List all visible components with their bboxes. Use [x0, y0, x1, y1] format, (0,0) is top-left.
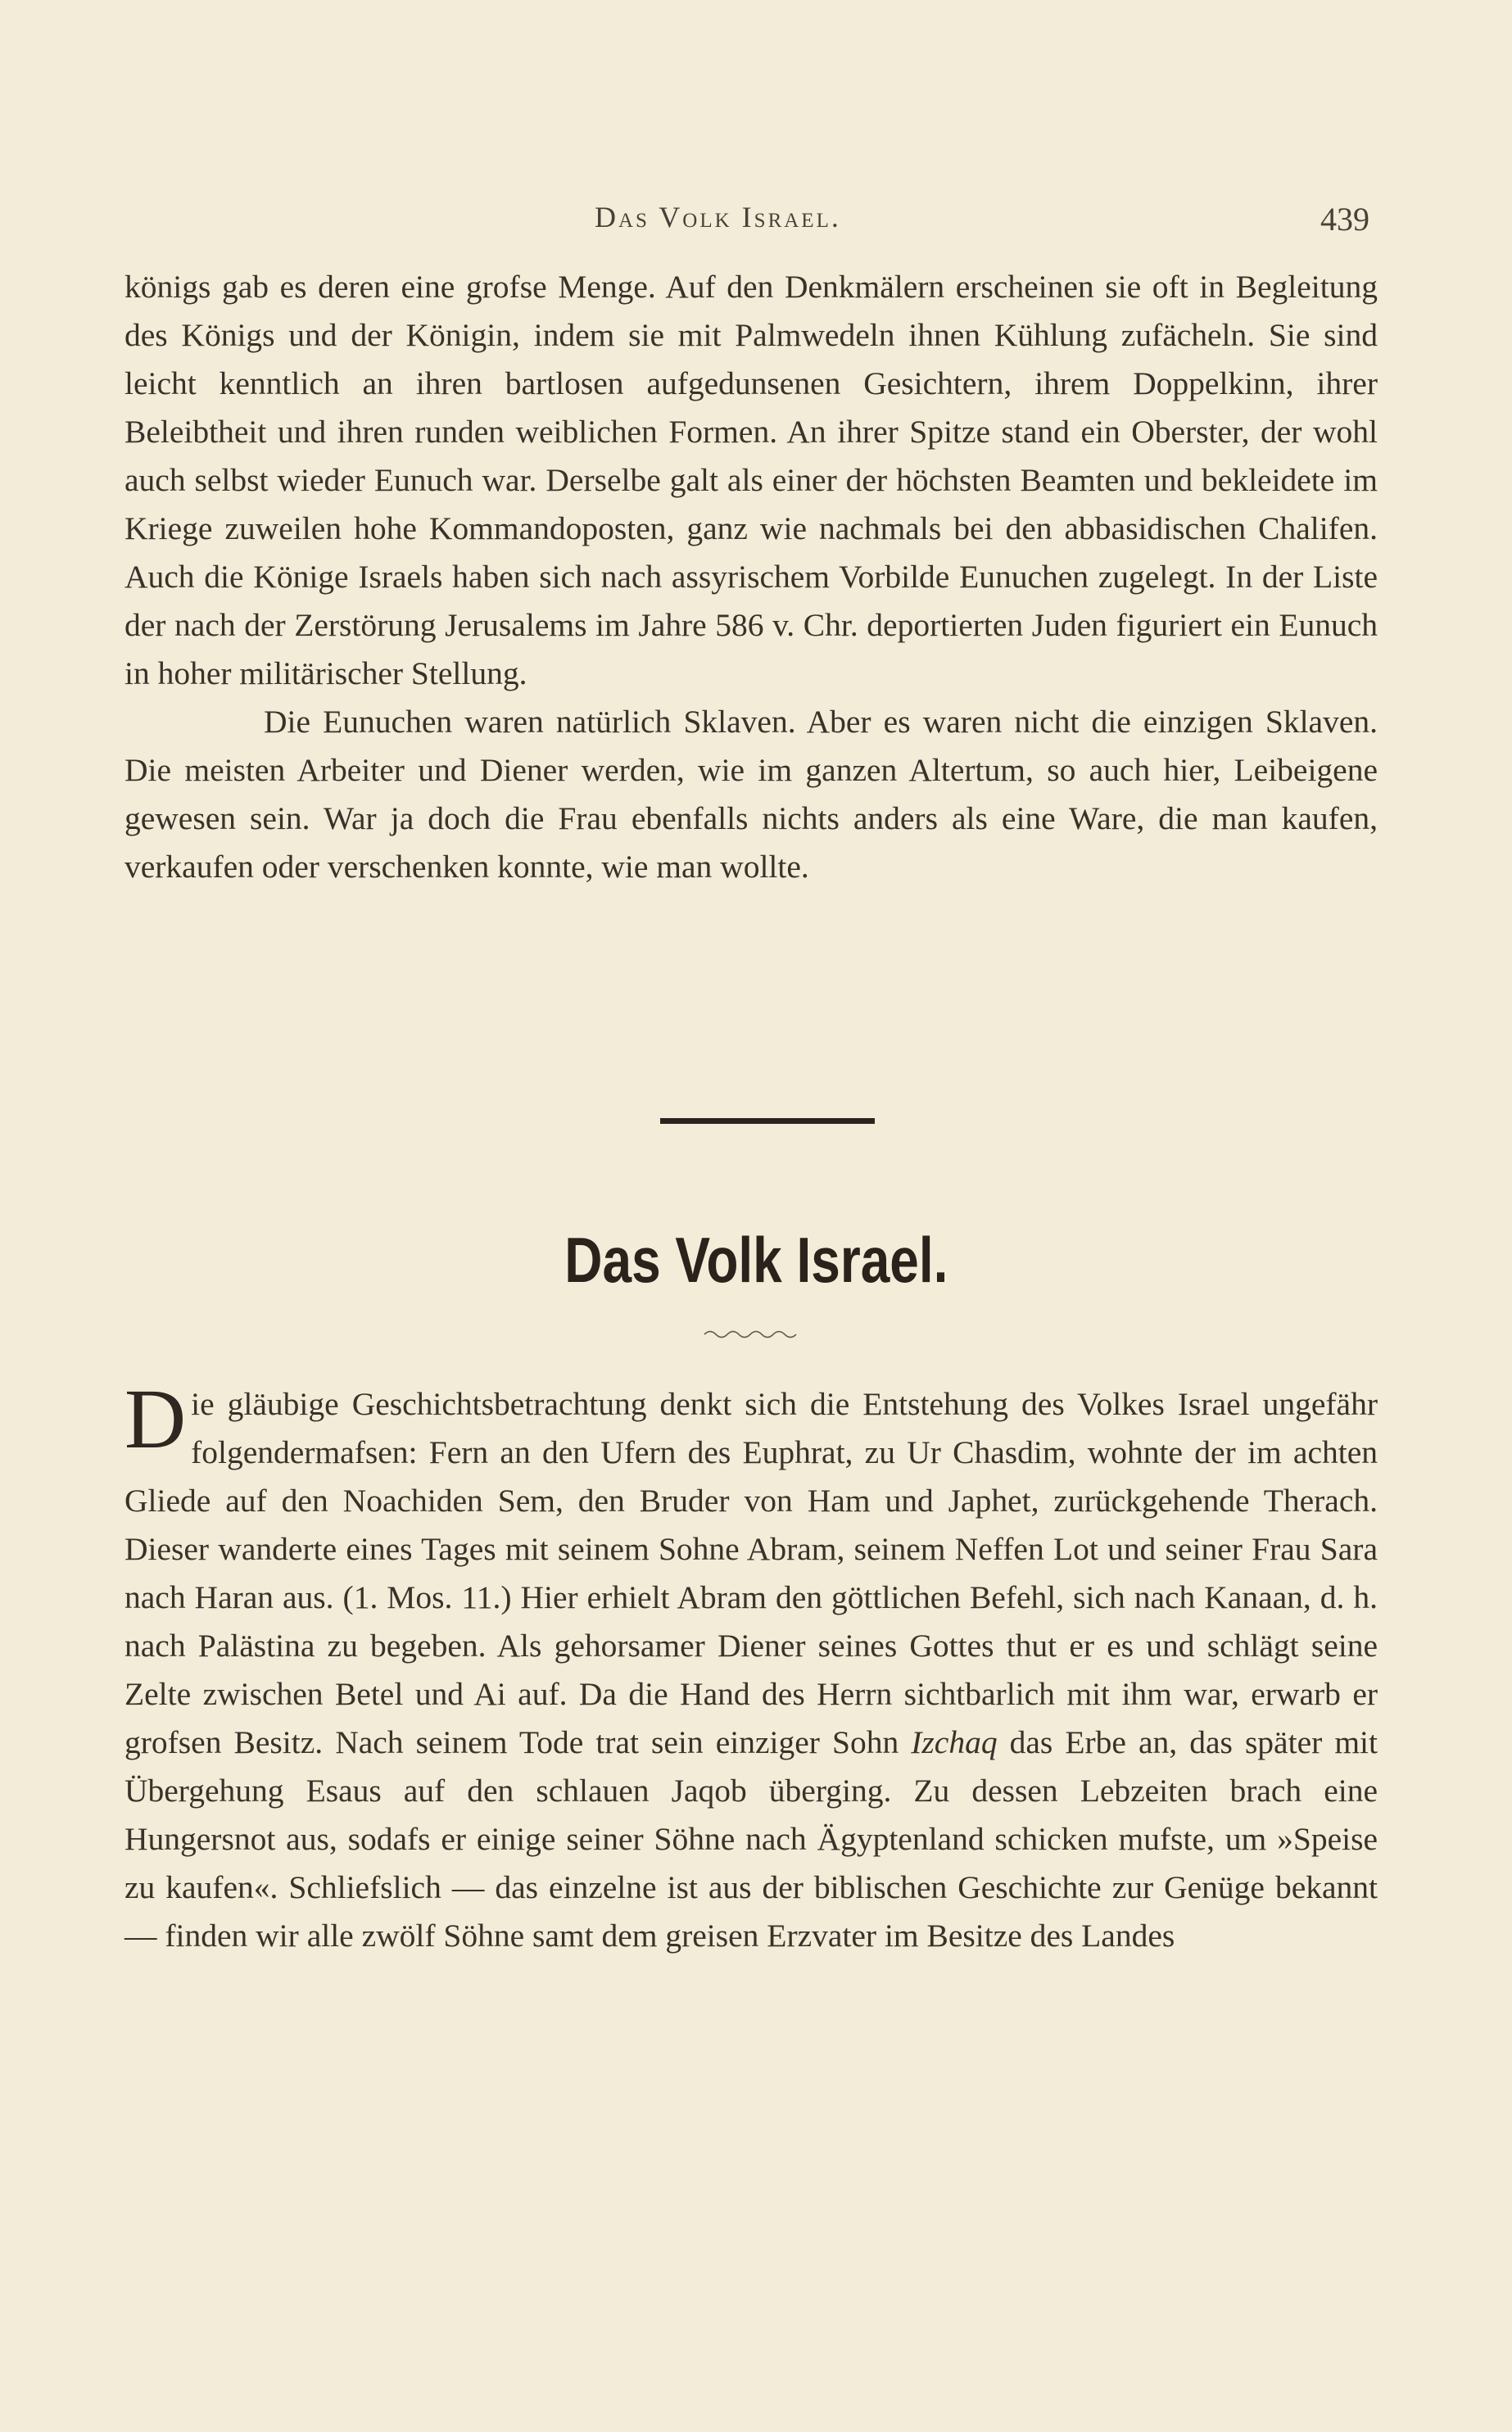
section-heading: Das Volk Israel.: [564, 1224, 948, 1296]
drop-cap: D: [124, 1372, 187, 1466]
paragraph-origins: [124, 1372, 1378, 1960]
body-text-bottom: [124, 1372, 1378, 1960]
running-title: Das Volk Israel.: [595, 201, 841, 233]
body-text-top: [124, 263, 1378, 891]
origins-text-part-2: das Erbe an, das später mit Übergehung Esaus auf den schlauen Jaqob überging. Zu dessen Lebzeiten brach eine Hungersnot aus, sodafs er einige seiner Söhne nach Ägyptenland schicken mufste, um »Speise zu kaufen«. Schliefslich — das einzelne ist aus der biblischen Geschichte zur Genüge bekannt — finden wir alle zwölf Söhne samt dem greisen Erzvater im Besitze des Landes: [124, 1724, 1378, 1954]
section-divider-rule: [660, 1118, 875, 1124]
page-number: 439: [1320, 201, 1369, 238]
wavy-ornament: [701, 1325, 799, 1342]
paragraph-eunuchs: königs gab es deren eine grofse Menge. Auf den Denkmälern erscheinen sie oft in Begleitung des Königs und der Königin, indem sie mit Palmwedeln ihnen Kühlung zufächeln. Sie sind leicht kenntlich an ihren bartlosen aufgedunsenen Gesichtern, ihrem Doppelkinn, ihrer Beleibtheit und ihren runden weiblichen Formen. An ihrer Spitze stand ein Oberster, der wohl auch selbst wieder Eunuch war. Derselbe galt als einer der höchsten Beamten und bekleidete im Kriege zuweilen hohe Kommandoposten, ganz wie nachmals bei den abbasidischen Chalifen. Auch die Könige Israels haben sich nach assyrischem Vorbilde Eunuchen zugelegt. In der Liste der nach der Zerstörung Jerusalems im Jahre 586 v. Chr. deportierten Juden figuriert ein Eunuch in hoher militärischer Stellung.: [124, 269, 1378, 691]
running-head: [0, 200, 1512, 241]
paragraph-slaves: Die Eunuchen waren natürlich Sklaven. Aber es waren nicht die einzigen Sklaven. Die meisten Arbeiter und Diener werden, wie im ganzen Altertum, so auch hier, Leibeigene gewesen sein. War ja doch die Frau ebenfalls nichts anders als eine Ware, die man kaufen, verkaufen oder verschenken konnte, wie man wollte.: [124, 704, 1378, 885]
origins-text-part-1: ie gläubige Geschichtsbetrachtung denkt sich die Entstehung des Volkes Israel ungefähr folgendermafsen: Fern an den Ufern des Euphrat, zu Ur Chasdim, wohnte der im achten Gliede auf den Noachiden Sem, den Bruder von Ham und Japhet, zurückgehende Therach. Dieser wanderte eines Tages mit seinem Sohne Abram, seinem Neffen Lot und seiner Frau Sara nach Haran aus. (1. Mos. 11.) Hier erhielt Abram den göttlichen Befehl, sich nach Kanaan, d. h. nach Palästina zu begeben. Als gehorsamer Diener seines Gottes thut er es und schlägt seine Zelte zwischen Betel und Ai auf. Da die Hand des Herrn sichtbarlich mit ihm war, erwarb er grofsen Besitz. Nach seinem Tode trat sein einziger Sohn: [124, 1386, 1378, 1760]
italic-name: Izchaq: [911, 1724, 998, 1760]
